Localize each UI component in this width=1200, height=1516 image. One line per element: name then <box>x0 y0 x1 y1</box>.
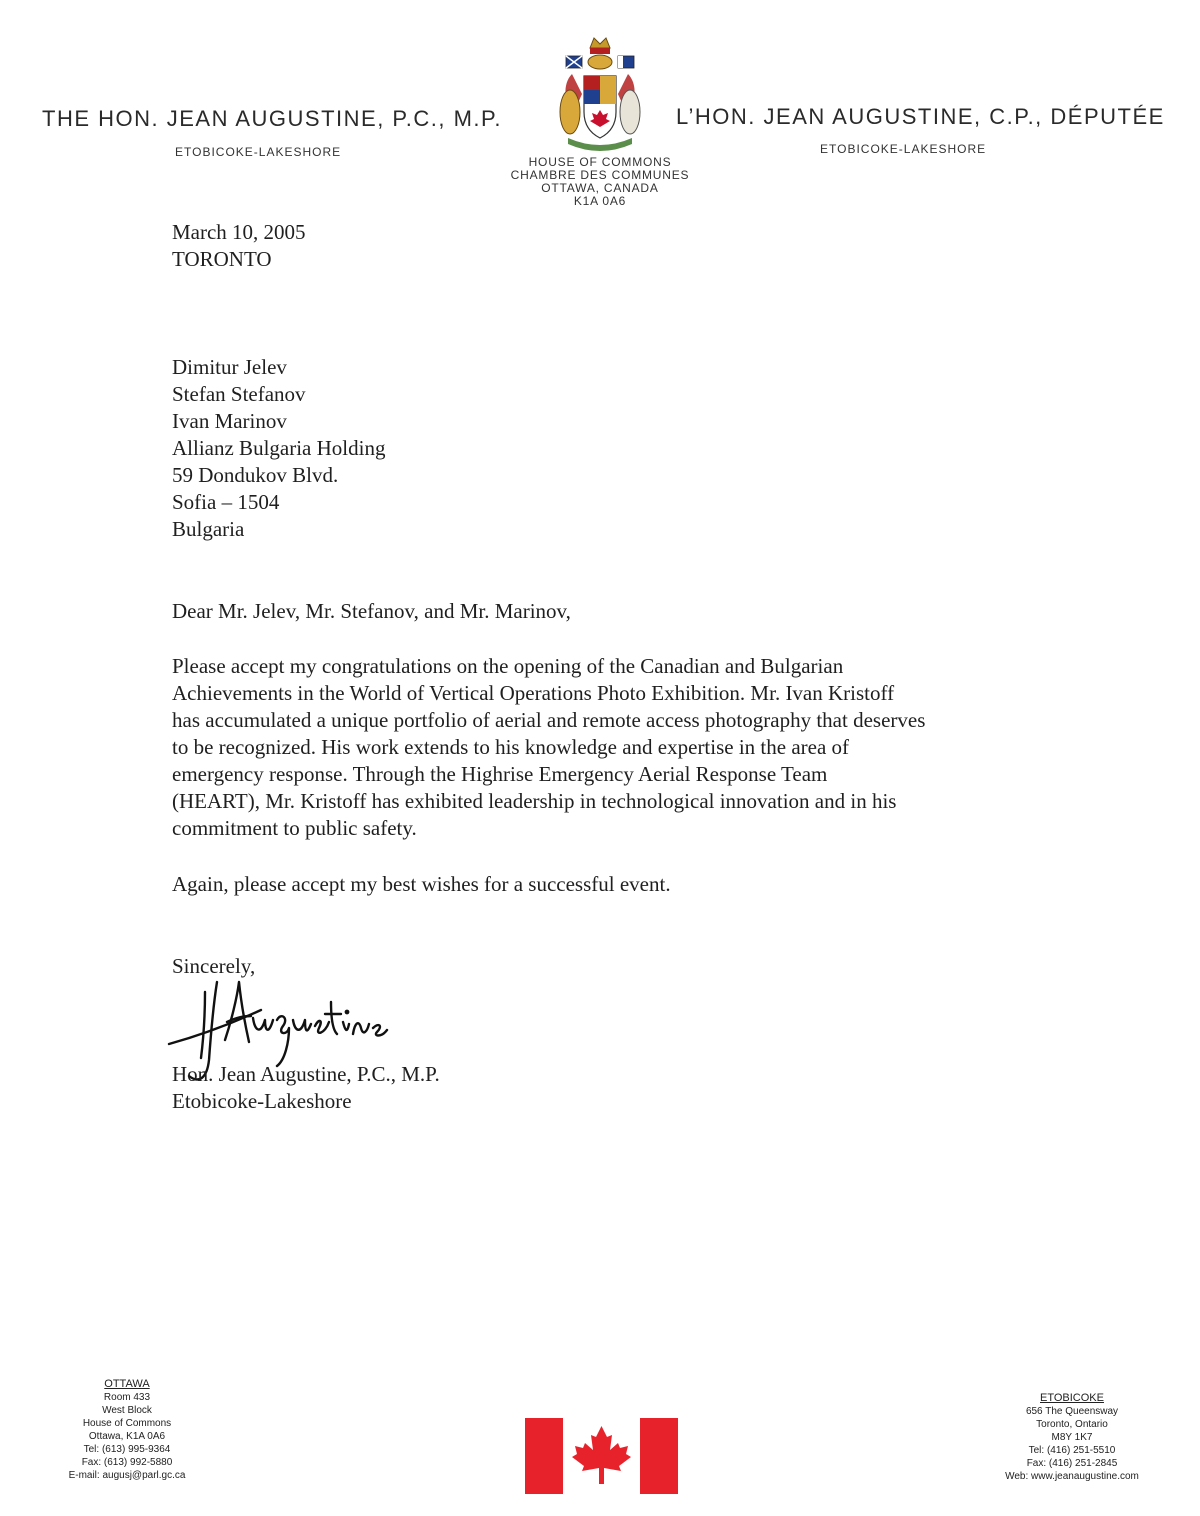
paragraph-line: (HEART), Mr. Kristoff has exhibited leadership in technological innovation and in his <box>172 789 897 813</box>
footer-line: Tel: (416) 251-5510 <box>1028 1445 1116 1456</box>
footer-ottawa-heading: OTTAWA <box>104 1378 150 1390</box>
footer-line: Web: www.jeanaugustine.com <box>1005 1471 1139 1482</box>
house-of-commons-address <box>470 156 730 208</box>
recipient-line: Ivan Marinov <box>172 409 287 433</box>
letterhead-name-en: THE HON. JEAN AUGUSTINE, P.C., M.P. <box>42 106 502 131</box>
signer-block <box>172 1061 440 1115</box>
footer-ottawa-address <box>62 1378 192 1482</box>
house-line: HOUSE OF COMMONS <box>528 155 672 169</box>
house-line: K1A 0A6 <box>573 194 627 208</box>
recipient-line: Allianz Bulgaria Holding <box>172 436 386 460</box>
letter-place: TORONTO <box>172 247 272 271</box>
letterhead-riding-en: ETOBICOKE-LAKESHORE <box>175 145 342 159</box>
footer-line: Toronto, Ontario <box>1036 1419 1108 1430</box>
closing: Sincerely, <box>172 954 256 978</box>
salutation: Dear Mr. Jelev, Mr. Stefanov, and Mr. Marinov, <box>172 599 571 623</box>
paragraph-line: to be recognized. His work extends to his knowledge and expertise in the area of <box>172 735 850 759</box>
footer-line: M8Y 1K7 <box>1051 1432 1093 1443</box>
footer-line: Fax: (613) 992-5880 <box>81 1457 173 1468</box>
recipient-line: Stefan Stefanov <box>172 382 306 406</box>
letterhead-name-fr: L’HON. JEAN AUGUSTINE, C.P., DÉPUTÉE <box>676 104 1165 129</box>
house-line: CHAMBRE DES COMMUNES <box>510 168 690 182</box>
paragraph-line: Achievements in the World of Vertical Operations Photo Exhibition. Mr. Ivan Kristoff <box>172 681 895 705</box>
footer-line: 656 The Queensway <box>1025 1406 1119 1417</box>
footer-etobicoke-address <box>1002 1392 1142 1483</box>
footer-line: Tel: (613) 995-9364 <box>83 1444 171 1455</box>
letterhead-riding-fr: ETOBICOKE-LAKESHORE <box>820 142 987 156</box>
footer-line: Ottawa, K1A 0A6 <box>88 1431 166 1442</box>
paragraph-line: commitment to public safety. <box>172 816 417 840</box>
recipient-line: Bulgaria <box>172 517 245 541</box>
recipient-line: Dimitur Jelev <box>172 355 287 379</box>
signer-name: Hon. Jean Augustine, P.C., M.P. <box>172 1062 440 1086</box>
paragraph-line: Please accept my congratulations on the opening of the Canadian and Bulgarian <box>172 654 844 678</box>
recipient-line: 59 Dondukov Blvd. <box>172 463 339 487</box>
footer-line: E-mail: augusj@parl.gc.ca <box>68 1470 186 1481</box>
footer-line: Room 433 <box>103 1392 151 1403</box>
footer-etobicoke-heading: ETOBICOKE <box>1040 1392 1104 1404</box>
canada-coat-of-arms-icon <box>552 34 648 158</box>
letter-date: March 10, 2005 <box>172 220 306 244</box>
footer-line: West Block <box>102 1405 152 1416</box>
recipient-address <box>172 354 385 543</box>
recipient-line: Sofia – 1504 <box>172 490 280 514</box>
letter-date-block <box>172 219 306 273</box>
signer-riding: Etobicoke-Lakeshore <box>172 1089 352 1113</box>
paragraph-line: emergency response. Through the Highrise Emergency Aerial Response Team <box>172 762 828 786</box>
body-paragraph-1 <box>172 653 925 842</box>
footer-line: Fax: (416) 251-2845 <box>1026 1458 1118 1469</box>
house-line: OTTAWA, CANADA <box>541 181 659 195</box>
footer-line: House of Commons <box>82 1418 172 1429</box>
canadian-flag-icon <box>525 1418 678 1494</box>
body-paragraph-2: Again, please accept my best wishes for a successful event. <box>172 872 671 896</box>
paragraph-line: has accumulated a unique portfolio of aerial and remote access photography that deserves <box>172 708 926 732</box>
